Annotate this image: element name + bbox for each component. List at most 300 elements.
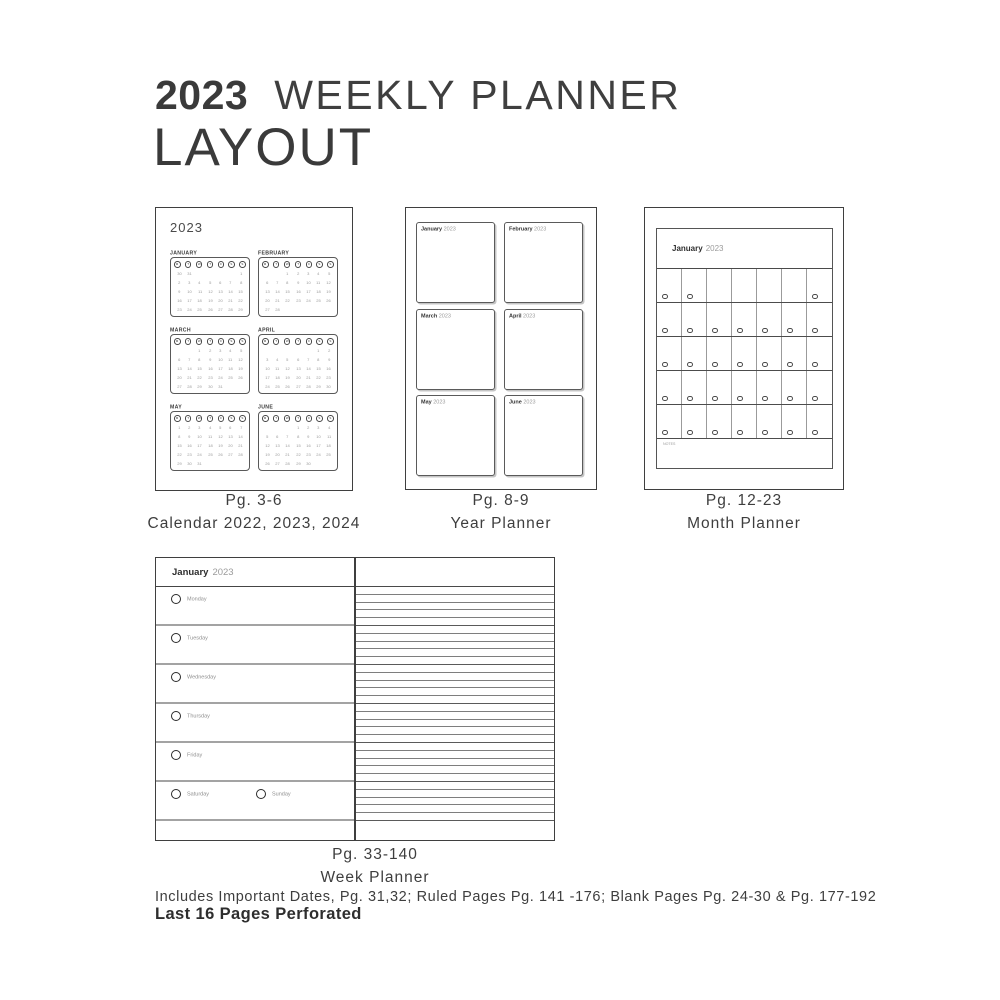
mini-date-cell: 4 [198,280,201,285]
month-planner-header [657,229,832,269]
month-date-cell [782,405,807,438]
footer-perforated-note: Last 16 Pages Perforated [155,905,362,923]
week-row-wednesday [156,665,354,704]
mini-date-cell [184,346,194,355]
day-initial-circle: S [228,261,235,268]
mini-date-cell: 19 [218,443,223,448]
year-box-january [416,222,495,303]
day-initial-circle: M [174,338,181,345]
mini-date-cell: 25 [326,452,332,457]
mini-calendar-box [258,411,338,471]
mini-date-cell [272,346,282,355]
mini-date-cell: 13 [218,289,223,294]
week-row-tuesday [156,626,354,665]
mini-calendar-month-label: MARCH [170,327,191,334]
day-initial-circle: S [239,261,246,268]
month-caption-pages: Pg. 12-23 [705,492,783,509]
year-box-label: March 2023 [421,312,451,319]
week-caption-title: Week Planner [320,869,430,886]
week-planner-year: 2023 [212,566,234,578]
date-number-circle [687,362,693,368]
mini-week-row [262,450,334,459]
mini-calendar-box [170,334,250,394]
mini-week-row [262,296,334,305]
month-date-cell [657,371,682,404]
day-initial-circle: T [185,338,192,345]
mini-week-row [262,346,334,355]
month-date-cell [657,405,682,438]
mini-date-cell [313,459,323,468]
mini-date-cell: 12 [285,366,290,371]
mini-week-row [174,355,246,364]
mini-date-cell: 6 [266,280,269,285]
date-number-circle [762,362,768,368]
ruled-line [356,673,554,681]
date-number-circle [812,430,818,436]
mini-date-cell: 10 [218,357,223,362]
mini-date-cell [272,269,282,278]
mini-date-cell: 14 [275,289,280,294]
mini-date-cell: 7 [229,280,232,285]
mini-week-row [174,278,246,287]
mini-date-cell: 27 [228,452,233,457]
mini-date-cell: 10 [264,366,270,371]
mini-date-cell: 30 [187,461,192,467]
mini-date-cell: 8 [198,357,201,362]
mini-date-cell: 25 [316,298,321,303]
mini-date-cell: 29 [238,307,244,313]
mini-date-cell: 5 [266,434,269,439]
mini-week-row [262,364,334,373]
mini-date-cell: 31 [187,270,192,276]
ruled-line [356,751,554,759]
mini-date-cell: 21 [238,443,244,448]
mini-date-cell: 1 [239,270,242,276]
day-name-label: Saturday [187,791,210,797]
day-initial-circle: S [239,338,246,345]
date-number-circle [812,294,818,300]
date-number-circle [662,328,668,334]
mini-date-cell: 29 [295,461,301,467]
mini-date-cell [195,269,205,278]
date-number-circle [787,328,793,334]
month-grid-row [657,371,832,405]
mini-date-cell: 7 [276,280,279,285]
mini-calendar-february [258,249,338,317]
month-date-cell [782,303,807,336]
ruled-line [356,657,554,665]
day-initial-circle: M [262,415,269,422]
mini-date-cell: 16 [295,289,301,294]
mini-date-cell: 16 [326,366,332,371]
day-initial-circle: T [185,415,192,422]
year-box-march [416,309,495,390]
mini-date-cell: 28 [187,384,192,390]
mini-date-cell: 5 [239,347,242,353]
date-number-circle [737,362,743,368]
mini-week-row [174,287,246,296]
ruled-line [356,735,554,743]
day-circle [171,633,181,643]
day-initial-circle: T [273,261,280,268]
mini-date-cell: 11 [207,434,213,439]
month-planner-grid [657,269,832,439]
month-date-cell [707,303,732,336]
mini-date-cell: 3 [219,347,222,353]
mini-date-cell: 12 [326,280,332,285]
mini-date-cell [205,269,215,278]
mini-date-cell [205,459,215,468]
mini-date-cell: 21 [187,375,192,380]
day-circle [171,672,181,682]
mini-date-cell: 4 [317,270,320,276]
mini-date-cell: 11 [275,366,280,371]
mini-date-cell: 24 [306,298,311,303]
mini-date-cell: 9 [327,357,330,362]
ruled-line [356,626,554,634]
mini-calendar-month-label: JUNE [258,404,274,411]
day-circle [171,789,181,799]
mini-date-cell: 22 [197,375,202,380]
mini-date-cell [215,269,225,278]
day-initial-circle: T [273,415,280,422]
mini-date-cell: 18 [197,298,202,303]
day-slot [171,704,354,741]
mini-date-cell: 26 [238,375,244,380]
year-box-label: June 2023 [509,399,536,405]
mini-date-cell: 19 [238,366,244,371]
mini-date-cell: 14 [228,289,233,294]
month-planner-panel [644,207,844,490]
mini-date-cell: 15 [316,366,321,371]
date-number-circle [662,294,668,300]
date-number-circle [762,430,768,436]
mini-date-cell: 10 [187,289,192,294]
day-initial-circle: F [218,338,225,345]
day-initial-circle: W [197,339,201,343]
mini-calendar-april [258,326,338,394]
mini-date-cell: 26 [218,452,223,457]
day-initial-circle: T [295,415,302,422]
mini-date-cell: 11 [316,280,321,285]
mini-date-cell: 13 [275,443,280,448]
week-planner-panel [155,557,555,841]
mini-date-cell: 31 [197,461,202,467]
day-circle [171,594,181,604]
mini-date-cell [303,305,313,314]
day-initial-circle: S [316,338,323,345]
mini-date-cell: 3 [307,270,310,276]
mini-date-cell: 4 [276,357,279,362]
mini-date-cell: 23 [176,307,182,313]
mini-day-initials-row [174,261,246,268]
mini-date-cell: 8 [286,280,289,285]
mini-calendar-month-label: MAY [170,404,183,411]
date-number-circle [712,328,718,334]
month-date-cell [732,303,757,336]
title-main: WEEKLY PLANNER [274,72,682,118]
calendar-caption-pages: Pg. 3-6 [225,492,283,509]
mini-date-cell: 18 [316,289,321,294]
month-date-cell [807,303,832,336]
calendar-panel [155,207,353,491]
mini-date-cell: 9 [307,434,310,439]
mini-date-cell: 26 [285,384,290,390]
right-page-header-space [356,558,554,587]
mini-calendar-march [170,326,250,394]
ruled-line [356,774,554,782]
year-caption-title: Year Planner [450,515,552,532]
mini-date-cell: 15 [285,289,290,294]
mini-day-initials-row [262,261,334,268]
day-initial-circle: T [295,261,302,268]
week-row-saturday-sunday [156,782,354,821]
ruled-line [356,595,554,603]
ruled-line [356,712,554,720]
month-date-cell [757,371,782,404]
mini-date-cell: 26 [207,307,213,313]
mini-date-cell: 28 [228,307,233,313]
mini-calendar-january [170,249,250,317]
date-number-circle [687,396,693,402]
mini-week-row [174,373,246,382]
month-planner-page [656,228,833,469]
mini-date-cell [324,305,334,314]
mini-date-cell: 27 [275,461,280,467]
mini-week-row [174,269,246,278]
year-box-april [504,309,583,390]
mini-date-cell: 6 [219,280,222,285]
mini-date-cell: 25 [207,452,213,457]
mini-date-cell: 6 [229,424,232,430]
date-number-circle [787,430,793,436]
month-date-cell [757,337,782,370]
day-initial-circle: F [218,415,225,422]
mini-date-cell: 7 [188,357,191,362]
day-initial-circle: S [327,261,334,268]
mini-date-cell: 20 [275,452,280,457]
month-date-cell [682,371,707,404]
mini-date-cell: 16 [176,298,182,303]
mini-date-cell: 26 [326,298,332,303]
day-initial-circle: T [273,338,280,345]
day-initial-circle: S [228,338,235,345]
mini-date-cell: 18 [228,366,233,371]
mini-date-cell: 17 [306,289,311,294]
date-number-circle [762,328,768,334]
day-initial-circle: F [306,415,313,422]
mini-date-cell: 5 [286,357,289,362]
mini-date-cell: 15 [238,289,244,294]
date-number-circle [737,430,743,436]
mini-date-cell: 18 [326,443,332,448]
month-date-cell [732,371,757,404]
mini-date-cell: 9 [178,289,181,294]
mini-week-row [262,441,334,450]
ruled-line [356,759,554,767]
day-initial-circle: T [185,261,192,268]
mini-date-cell: 3 [198,424,201,430]
day-initial-circle: S [228,415,235,422]
ruled-line [356,727,554,735]
page-title-line2: LAYOUT [153,118,374,177]
mini-date-cell: 9 [208,357,212,362]
mini-date-cell [225,382,235,391]
mini-date-cell: 16 [187,443,192,448]
month-date-cell [657,269,682,302]
mini-date-cell: 19 [264,452,270,457]
mini-date-cell: 31 [218,384,223,390]
ruled-line [356,587,554,595]
mini-week-row [174,346,246,355]
mini-week-row [262,459,334,468]
week-row-friday [156,743,354,782]
mini-date-cell: 29 [316,384,321,390]
mini-date-cell: 23 [306,452,311,457]
month-date-cell [782,337,807,370]
month-date-cell [757,405,782,438]
day-initial-circle: M [174,261,181,268]
mini-date-cell: 27 [264,307,270,313]
mini-week-row [174,441,246,450]
ruled-line [356,798,554,806]
mini-date-cell: 16 [306,443,311,448]
mini-date-cell: 4 [327,424,330,430]
mini-date-cell: 29 [176,461,182,467]
mini-date-cell: 18 [207,443,213,448]
ruled-line [356,634,554,642]
month-grid-row [657,405,832,439]
mini-date-cell: 30 [176,270,182,276]
month-planner-caption [594,492,894,533]
date-number-circle [712,362,718,368]
month-date-cell [657,337,682,370]
month-planner-year: 2023 [705,244,724,253]
mini-date-cell: 7 [307,357,310,362]
mini-date-cell [303,346,313,355]
day-initial-circle: W [285,339,289,343]
mini-week-row [262,305,334,314]
mini-date-cell: 13 [295,366,301,371]
mini-date-cell: 27 [218,307,223,313]
month-date-cell [682,303,707,336]
mini-date-cell: 28 [285,461,290,467]
mini-week-row [262,382,334,391]
day-slot [171,626,354,663]
mini-date-cell: 6 [296,357,300,362]
mini-date-cell [283,346,293,355]
mini-date-cell [236,459,246,468]
year-box-label: February 2023 [509,226,547,232]
year-planner-panel [405,207,597,490]
month-date-cell [657,303,682,336]
ruled-line [356,603,554,611]
month-date-cell [707,337,732,370]
ruled-line [356,642,554,650]
day-name-label: Sunday [272,791,291,797]
day-initial-circle: S [239,415,246,422]
mini-date-cell: 19 [207,298,213,303]
mini-date-cell: 3 [317,424,320,430]
mini-date-cell [225,269,235,278]
mini-date-cell: 2 [327,347,330,353]
mini-date-cell: 21 [228,298,233,303]
mini-week-row [262,355,334,364]
year-box-label: January 2023 [421,226,456,232]
year-box-label: May 2023 [421,399,446,405]
ruled-line [356,704,554,712]
mini-date-cell: 2 [208,347,212,353]
year-box-june [504,395,583,476]
mini-date-cell: 1 [198,347,201,353]
mini-date-cell: 2 [188,424,191,430]
mini-date-cell: 8 [296,434,300,439]
mini-week-row [262,287,334,296]
month-date-cell [732,337,757,370]
calendar-caption-title: Calendar 2022, 2023, 2024 [147,515,361,532]
mini-date-cell: 30 [207,384,213,390]
mini-date-cell [215,459,225,468]
month-date-cell [782,371,807,404]
day-initial-circle: W [285,416,289,420]
mini-date-cell: 21 [306,375,311,380]
ruled-line [356,696,554,704]
mini-date-cell [262,269,272,278]
month-grid-row [657,303,832,337]
mini-calendar-box [258,334,338,394]
day-initial-circle: S [327,338,334,345]
day-initial-circle: F [306,338,313,345]
mini-date-cell: 14 [238,434,244,439]
mini-date-cell: 23 [295,298,301,303]
mini-date-cell: 23 [326,375,332,380]
date-number-circle [737,396,743,402]
day-name-label: Friday [187,752,203,758]
day-initial-circle: T [207,261,214,268]
date-number-circle [662,396,668,402]
date-number-circle [687,430,693,436]
mini-date-cell [262,346,272,355]
mini-date-cell [283,305,293,314]
mini-date-cell: 29 [197,384,202,390]
footer-contents-note: Includes Important Dates, Pg. 31,32; Ruled Pages Pg. 141 -176; Blank Pages Pg. 24-30 & Pg. 177-192 [155,889,877,905]
mini-date-cell: 28 [306,384,311,390]
date-number-circle [712,430,718,436]
mini-date-cell: 7 [286,434,289,439]
day-initial-circle: W [197,416,201,420]
month-date-cell [707,405,732,438]
day-circle [171,750,181,760]
year-box-february [504,222,583,303]
mini-week-row [174,296,246,305]
page-title-line1 [155,72,681,119]
mini-date-cell: 1 [296,424,300,430]
day-initial-circle: M [262,261,269,268]
mini-date-cell: 22 [238,298,244,303]
month-date-cell [707,371,732,404]
day-circle [171,711,181,721]
mini-date-cell [293,305,303,314]
month-date-cell [707,269,732,302]
mini-date-cell: 8 [178,434,181,439]
day-initial-circle: F [306,261,313,268]
mini-date-cell: 5 [327,270,330,276]
notes-label: NOTES [663,442,676,447]
day-slot [171,665,354,702]
year-box-label: April 2023 [509,312,536,319]
mini-week-row [262,373,334,382]
mini-date-cell: 21 [275,298,280,303]
